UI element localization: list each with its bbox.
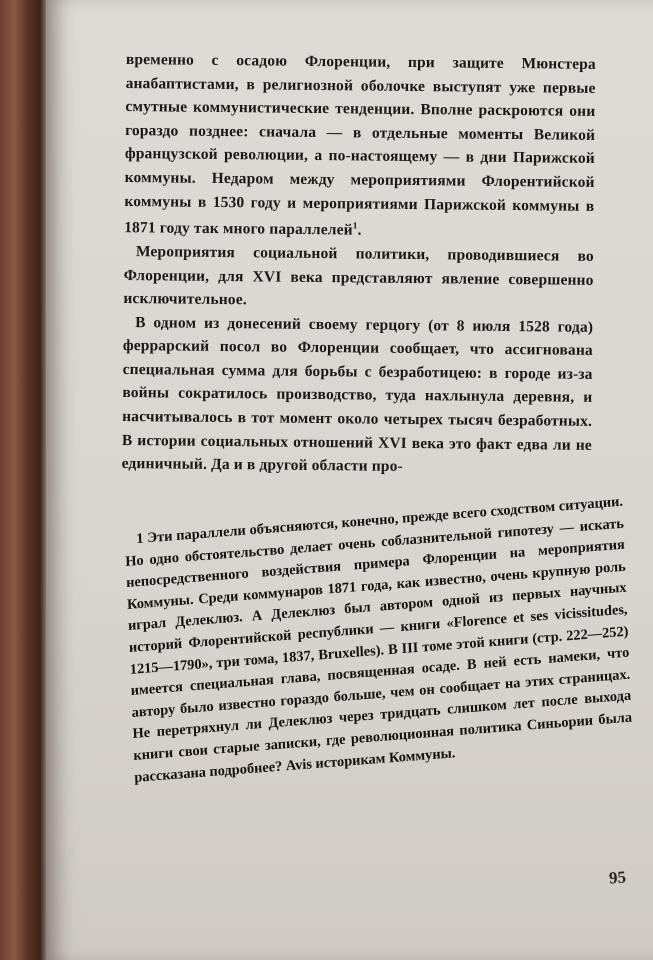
paragraph-1-text: временно с осадою Флоренции, при защите Мюнстера анабаптистами, в религиозной оболочке выступят уже первые смутные коммунистические тенденции. Вполне раскроются они гораздо позднее: сначала — в отдельные моменты Великой французской революции, а по-настоящему — в дни Парижской коммуны. Недаром между мероприятиями Флорентийской коммуны в 1530 году и мероприятиями Парижской коммуны в 1871 году так много параллелей [124,50,596,239]
page-number: 95 [608,867,627,888]
main-text-block [122,48,596,481]
footnote-text: 1 Эти параллели объясняются, конечно, прежде всего сходством ситуации. Но одно обстоятельство делает очень соблазнительной гипотезу — искать непосредственного воздействия примера Флоренции на мероприятия Коммуны. Среди коммунаров 1871 года, как известно, очень крупную роль играл Делеклюз. А Делеклюз был автором одной из первых научных историй Флорентийской республики — книги «Florence et ses vicissitudes, 1215—1790», три тома, 1837, Bruxelles). В III томе этой книги (стр. 222—252) имеется специальная глава, посвященная осаде. В ней есть намеки, что автору было известно гораздо больше, чем он сообщает на этих страницах. Не перетряхнул ли Делеклюз через тридцать слишком лет после выхода книги свои старые записки, где революционная политика Синьории была рассказана подробнее? Avis историкам Коммуны. [124,493,633,786]
paragraph-1 [124,48,596,245]
footnote-reference-mark: 1 [352,221,358,232]
paragraph-1-end: . [357,221,362,239]
book-page [46,0,653,960]
footnote-block [124,492,633,789]
paragraph-3: В одном из донесений своему герцогу (от 8 июля 1528 года) феррарский посол во Флоренции сообщает, что ассигнована специальная сумма для борьбы с безработицею: в городе из-за войны сократилось производство, туда нахлынула деревня, и насчитывалось в тот момент около четырех тысяч безработных. В истории социальных отношений XVI века это факт едва ли не единичный. Да и в другой области про- [121,313,594,476]
paragraph-2: Мероприятия социальной политики, проводившиеся во Флоренции, для XVI века представляют явление совершенно исключительное. [123,243,594,309]
